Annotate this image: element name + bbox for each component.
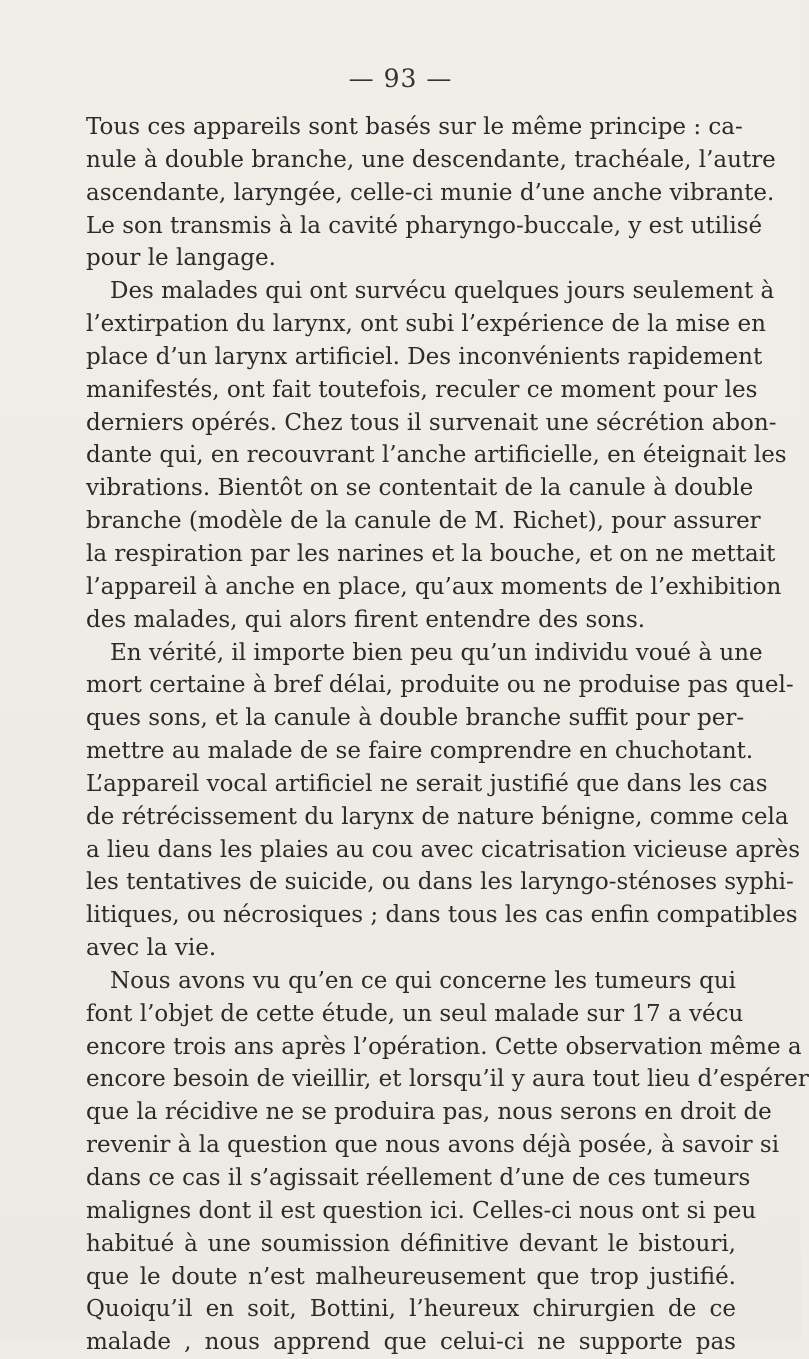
text-line: encore trois ans après l’opération. Cette observation même a <box>86 1033 802 1060</box>
text-line: de rétrécissement du larynx de nature bénigne, comme cela <box>86 803 789 830</box>
text-line: place d’un larynx artificiel. Des inconvénients rapidement <box>86 343 763 370</box>
text-line: habitué à une soumission définitive devant le bistouri, <box>86 1230 736 1257</box>
text-line: Des malades qui ont survécu quelques jours seulement à <box>110 278 775 305</box>
text-line: nule à double branche, une descendante, trachéale, l’autre <box>86 146 776 173</box>
text-line: l’extirpation du larynx, ont subi l’expérience de la mise en <box>86 311 766 338</box>
text-line: manifestés, ont fait toutefois, reculer ce moment pour les <box>86 376 758 403</box>
text-line: mort certaine à bref délai, produite ou ne produise pas quel- <box>86 672 794 699</box>
text-line: Tous ces appareils sont basés sur le même principe : ca- <box>86 114 743 140</box>
body-text <box>86 111 809 1359</box>
text-line: pour le langage. <box>86 245 276 272</box>
text-line: Nous avons vu qu’en ce qui concerne les tumeurs qui <box>110 967 736 994</box>
text-line: Quoiqu’il en soit, Bottini, l’heureux chirurgien de ce <box>86 1296 736 1323</box>
text-line: que le doute n’est malheureusement que trop justifié. <box>86 1263 736 1290</box>
text-line: des malades, qui alors firent entendre des sons. <box>86 606 646 633</box>
text-line: a lieu dans les plaies au cou avec cicatrisation vicieuse après <box>86 836 801 863</box>
text-line: encore besoin de vieillir, et lorsqu’il y aura tout lieu d’espérer <box>86 1066 809 1093</box>
text-line: dante qui, en recouvrant l’anche artificielle, en éteignait les <box>86 442 787 469</box>
page-number: — 93 — <box>348 64 453 93</box>
text-line: Le son transmis à la cavité pharyngo-buccale, y est utilisé <box>86 212 763 239</box>
text-line: malade , nous apprend que celui-ci ne supporte pas <box>86 1329 736 1356</box>
text-line: malignes dont il est question ici. Celles-ci nous ont si peu <box>86 1197 757 1224</box>
text-line: font l’objet de cette étude, un seul malade sur 17 a vécu <box>86 1000 744 1027</box>
text-line: dans ce cas il s’agissait réellement d’une de ces tumeurs <box>86 1165 751 1191</box>
text-line: branche (modèle de la canule de M. Richet), pour assurer <box>86 508 761 535</box>
text-line: litiques, ou nécrosiques ; dans tous les cas enfin compatibles <box>86 902 798 929</box>
text-line: les tentatives de suicide, ou dans les laryngo-sténoses syphi- <box>86 869 794 896</box>
text-line: ascendante, laryngée, celle-ci munie d’une anche vibrante. <box>86 179 775 206</box>
text-line: derniers opérés. Chez tous il survenait une sécrétion abon- <box>86 409 777 436</box>
text-line: vibrations. Bientôt on se contentait de la canule à double <box>86 475 754 502</box>
text-line: revenir à la question que nous avons déjà posée, à savoir si <box>86 1132 780 1159</box>
text-line: l’appareil à anche en place, qu’aux moments de l’exhibition <box>86 573 782 600</box>
text-line: mettre au malade de se faire comprendre en chuchotant. <box>86 738 754 765</box>
text-line: que la récidive ne se produira pas, nous serons en droit de <box>86 1099 772 1126</box>
text-line: la respiration par les narines et la bouche, et on ne mettait <box>86 540 776 567</box>
text-line: ques sons, et la canule à double branche suffit pour per- <box>86 705 745 732</box>
text-line: avec la vie. <box>86 935 217 962</box>
text-line: En vérité, il importe bien peu qu’un individu voué à une <box>110 639 763 666</box>
text-line: L’appareil vocal artificiel ne serait justifié que dans les cas <box>86 770 768 797</box>
